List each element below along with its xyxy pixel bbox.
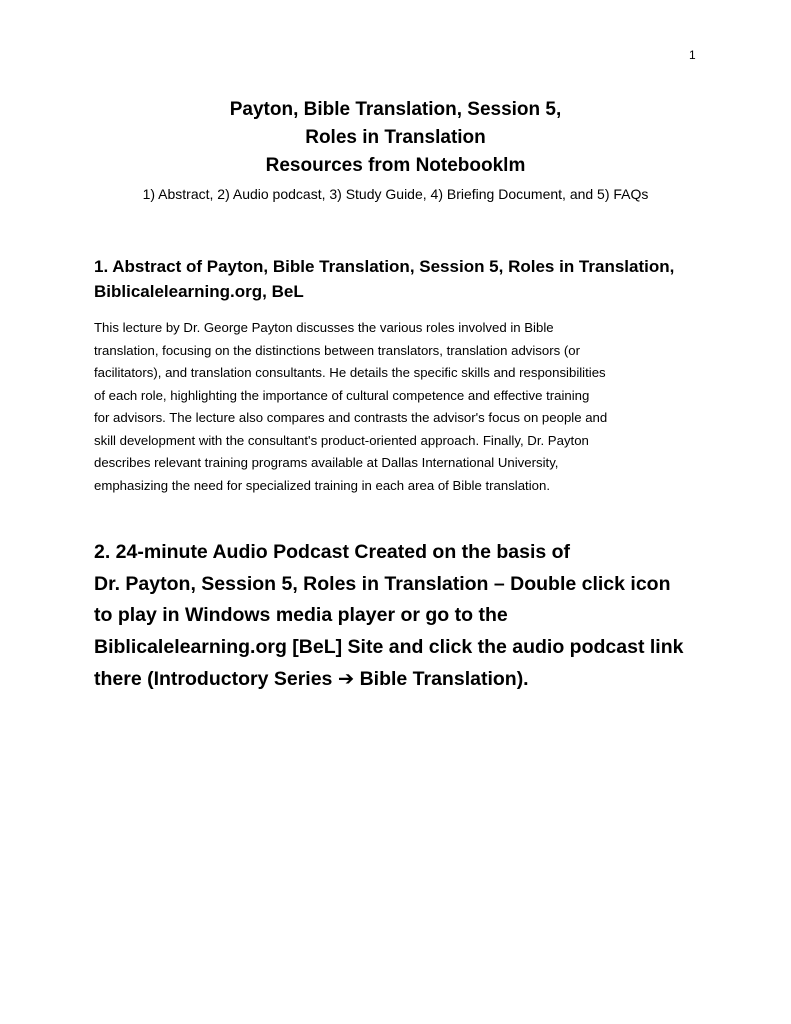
page-number: 1 [689, 48, 696, 62]
podcast-heading-line-2: Dr. Payton, Session 5, Roles in Translation – Double click icon [94, 572, 671, 595]
podcast-heading-line-5-start: there (Introductory Series [94, 668, 338, 690]
document-title-line-3: Resources from Notebooklm [265, 155, 526, 176]
abstract-line: facilitators), and translation consultants. He details the specific skills and responsibilities [94, 365, 606, 380]
abstract-heading [94, 254, 714, 304]
abstract-line: emphasizing the need for specialized training in each area of Bible translation. [94, 477, 550, 493]
abstract-line: translation, focusing on the distinctions between translators, translation advisors (or [94, 342, 580, 358]
abstract-line: describes relevant training programs available at Dallas International University, [94, 455, 559, 470]
abstract-line: for advisors. The lecture also compares and contrasts the advisor's focus on people and [94, 410, 608, 425]
podcast-heading-line-1: 2. 24-minute Audio Podcast Created on the basis of [94, 541, 571, 563]
document-title-block [0, 96, 791, 205]
abstract-line: This lecture by Dr. George Payton discusses the various roles involved in Bible [94, 320, 554, 335]
abstract-heading-line-2: Biblicalelearning.org, BeL [94, 282, 304, 301]
document-subtitle: 1) Abstract, 2) Audio podcast, 3) Study Guide, 4) Briefing Document, and 5) FAQs [142, 186, 649, 202]
abstract-line: of each role, highlighting the importance of cultural competence and effective training [94, 387, 590, 403]
abstract-paragraph [94, 317, 714, 497]
podcast-heading [94, 537, 714, 696]
document-title-line-2: Roles in Translation [305, 127, 486, 148]
document-title-line-1: Payton, Bible Translation, Session 5, [229, 99, 562, 120]
podcast-heading-line-5 [94, 663, 714, 696]
abstract-line: skill development with the consultant's product-oriented approach. Finally, Dr. Payton [94, 432, 589, 448]
abstract-heading-line-1: 1. Abstract of Payton, Bible Translation, Session 5, Roles in Translation, [94, 257, 675, 276]
podcast-heading-line-5-end: Bible Translation). [354, 668, 529, 690]
podcast-heading-line-4: Biblicalelearning.org [BeL] Site and click the audio podcast link [94, 635, 684, 658]
right-arrow-icon: ➔ [337, 667, 355, 690]
podcast-heading-line-3: to play in Windows media player or go to the [94, 604, 508, 626]
